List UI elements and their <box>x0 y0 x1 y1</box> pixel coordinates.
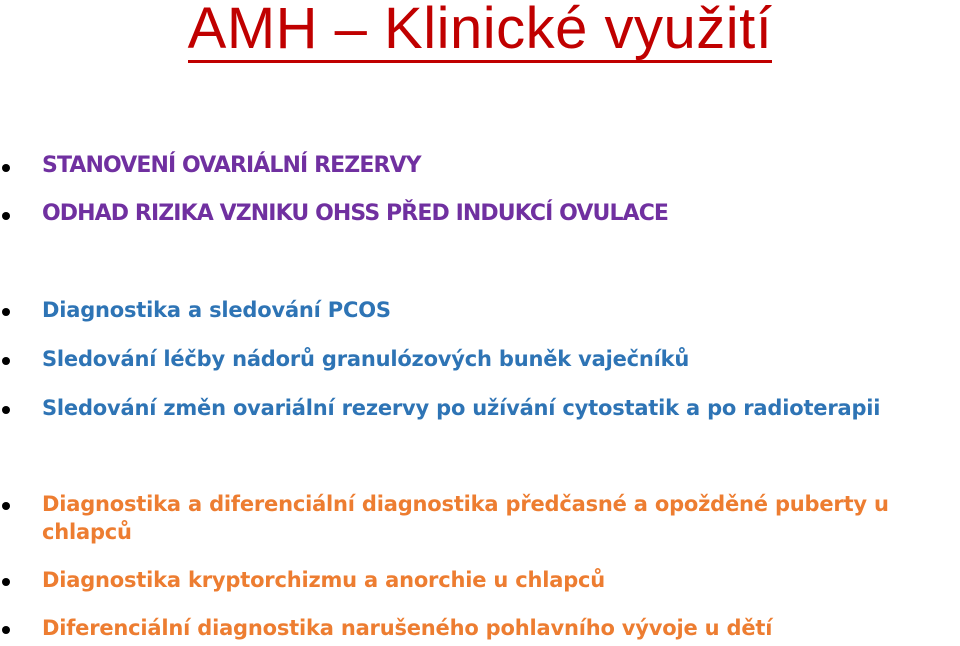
bullet-text: Diagnostika a sledování PCOS <box>42 298 391 322</box>
title-container <box>0 0 960 63</box>
bullet-text: Sledování léčby nádorů granulózových buněk vaječníků <box>42 347 690 371</box>
list-item <box>0 152 960 180</box>
list-item <box>0 345 960 373</box>
bullet-icon <box>2 164 10 172</box>
list-item <box>0 296 960 324</box>
slide-title: AMH – Klinické využití <box>187 0 773 61</box>
bullet-icon <box>2 406 10 414</box>
list-item <box>0 200 960 228</box>
bullet-text: Sledování změn ovariální rezervy po užívání cytostatik a po radioterapii <box>42 396 881 420</box>
bullet-icon <box>2 357 10 365</box>
bullet-icon <box>2 502 10 510</box>
list-item <box>0 394 960 422</box>
bullet-icon <box>2 578 10 586</box>
list-item <box>0 614 960 642</box>
bullet-text: STANOVENÍ OVARIÁLNÍ REZERVY <box>42 153 421 178</box>
list-item <box>0 566 960 594</box>
bullet-icon <box>2 626 10 634</box>
list-item <box>0 490 960 546</box>
bullet-text: ODHAD RIZIKA VZNIKU OHSS PŘED INDUKCÍ OVULACE <box>42 201 669 226</box>
bullet-text: Diferenciální diagnostika narušeného pohlavního vývoje u dětí <box>42 616 773 640</box>
bullet-icon <box>2 308 10 316</box>
bullet-text: Diagnostika kryptorchizmu a anorchie u chlapců <box>42 568 606 592</box>
bullet-icon <box>2 212 10 220</box>
bullet-text: Diagnostika a diferenciální diagnostika předčasné a opožděné puberty u chlapců <box>42 492 889 544</box>
